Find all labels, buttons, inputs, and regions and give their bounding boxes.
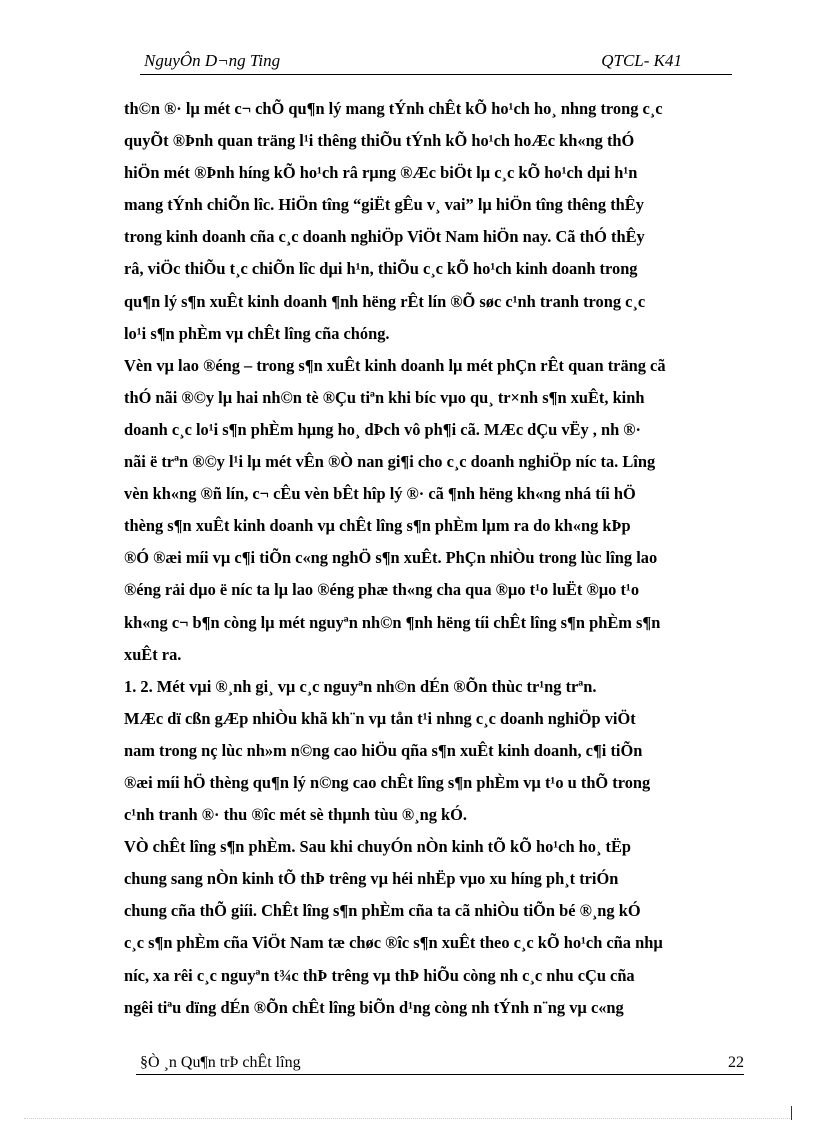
body-line: mang tÝnh chiÕn lîc. HiÖn tîng “giËt gÊu v¸ vai” lµ hiÖn tîng thêng thÊy [124,195,644,215]
body-line: ®æi míi hÖ thèng qu¶n lý n©ng cao chÊt lîng s¶n phÈm vµ t¹o u thÕ trong [124,772,651,792]
body-line: ®éng rải dµo ë níc ta lµ lao ®éng phæ th«ng cha qua ®µo t¹o luËt ®µo t¹o [124,580,640,600]
body-line: kh«ng c¬ b¶n còng lµ mét nguyªn nh©n ¶nh hëng tíi chÊt lîng s¶n phÈm s¶n [124,612,661,632]
body-line: ngêi tiªu dïng dÉn ®Õn chÊt lîng biÕn d¹ng còng nh tÝnh n¨ng vµ c«ng [124,997,624,1017]
body-line: níc, xa rêi c¸c nguyªn t¾c thÞ trêng vµ thÞ hiÕu còng nh c¸c nhu cÇu cña [124,965,635,985]
body-line: nãi ë trªn ®©y l¹i lµ mét vÊn ®Ò nan gi¶i cho c¸c doanh nghiÖp níc ta. Lîng [124,452,656,472]
body-line: c¸c s¶n phÈm cña ViÖt Nam tæ chøc ®îc s¶n xuÊt theo c¸c kÕ ho¹ch cña nhµ [124,933,663,953]
body-line: VÒ chÊt lîng s¶n phÈm. Sau khi chuyÓn nÒn kinh tÕ kÕ ho¹ch ho¸ tËp [124,837,632,857]
body-line: 1. 2. Mét vµi ®¸nh gi¸ vµ c¸c nguyªn nh©n dÉn ®Õn thùc tr¹ng trªn. [124,676,597,696]
body-line: chung cña thÕ giíi. ChÊt lîng s¶n phÈm cña ta cã nhiÒu tiÕn bé ®¸ng kÓ [124,901,641,921]
body-line: quyÕt ®Þnh quan träng l¹i thêng thiÕu tÝnh kÕ ho¹ch hoÆc kh«ng thÓ [124,131,635,151]
body-line: qu¶n lý s¶n xuÊt kinh doanh ¶nh hëng rÊt lín ®Õ søc c¹nh tranh trong c¸c [124,291,646,311]
page-number: 22 [728,1054,744,1071]
page-header [140,48,732,75]
body-line: trong kinh doanh cña c¸c doanh nghiÖp ViÖt Nam hiÖn nay. Cã thÓ thÊy [124,227,645,247]
body-line: râ, viÖc thiÕu t¸c chiÕn lîc dµi h¹n, thiÕu c¸c kÕ ho¹ch kinh doanh trong [124,259,638,279]
header-author: NguyÔn D¬ng Ting [144,51,281,70]
body-line: ®Ó ®æi míi vµ c¶i tiÕn c«ng nghÖ s¶n xuÊt. PhÇn nhiÒu trong lùc lîng lao [124,548,658,568]
body-line: vèn kh«ng ®ñ lín, c¬ cÊu vèn bÊt hîp lý ®· cã ¶nh hëng kh«ng nhá tíi hÖ [124,484,636,504]
body-line: lo¹i s¶n phÈm vµ chÊt lîng cña chóng. [124,323,390,343]
page-edge-tick [791,1106,792,1120]
body-line: MÆc dï cßn gÆp nhiÒu khã kh¨n vµ tån t¹i nhng c¸c doanh nghiÖp viÖt [124,708,636,728]
footer-title: §Ò ¸n Qu¶n trÞ chÊt lîng [140,1054,301,1071]
page-edge-divider [24,1118,792,1119]
body-text [124,93,774,1024]
body-line: nam trong nç lùc nh»m n©ng cao hiÖu qña s¶n xuÊt kinh doanh, c¶i tiÕn [124,740,643,760]
header-class-code: QTCL- K41 [601,51,682,70]
body-line: thÓ nãi ®©y lµ hai nh©n tè ®Çu tiªn khi bíc vµo qu¸ tr×nh s¶n xuÊt, kinh [124,387,645,407]
body-line: thèng s¶n xuÊt kinh doanh vµ chÊt lîng s¶n phÈm lµm ra do kh«ng kÞp [124,516,631,536]
body-line: doanh c¸c lo¹i s¶n phÈm hµng ho¸ dÞch vô ph¶i cã. MÆc dÇu vËy , nh ®· [124,419,642,439]
body-line: th©n ®· lµ mét c¬ chÕ qu¶n lý mang tÝnh chÊt kÕ ho¹ch ho¸ nhng trong c¸c [124,99,663,118]
body-line: Vèn vµ lao ®éng – trong s¶n xuÊt kinh doanh lµ mét phÇn rÊt quan träng cã [124,355,666,375]
body-line: xuÊt ra. [124,644,182,664]
page-footer [136,1054,744,1075]
body-line: c¹nh tranh ®· thu ®îc mét sè thµnh tùu ®¸ng kÓ. [124,805,467,825]
body-line: hiÖn mét ®Þnh híng kÕ ho¹ch râ rµng ®Æc biÖt lµ c¸c kÕ ho¹ch dµi h¹n [124,163,638,183]
body-line: chung sang nÒn kinh tÕ thÞ trêng vµ héi nhËp vµo xu híng ph¸t triÓn [124,869,619,889]
